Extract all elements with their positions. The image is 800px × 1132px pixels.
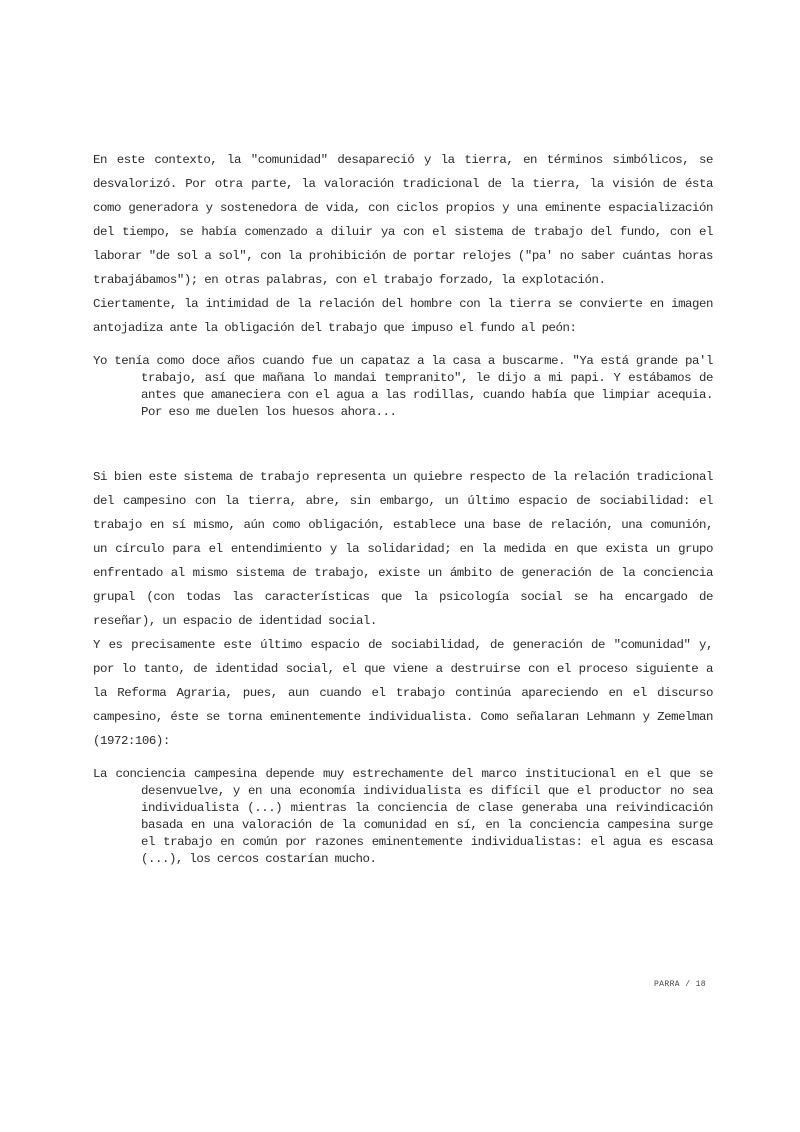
block-quote: La conciencia campesina depende muy estrechamente del marco institucional en el que se desenvuelve, y en una economía individualista es difícil que el productor no sea individualista (...) mientras la conciencia de clase generaba una reivindicación basada en una valoración de la comunidad en sí, en la conciencia campesina surge el trabajo en común por razones eminentemente individualistas: el agua es escasa (...), los cercos costarían mucho. [93,767,713,866]
paragraph: Si bien este sistema de trabajo representa un quiebre respecto de la relación tradicional del campesino con la tierra, abre, sin embargo, un último espacio de sociabilidad: el trabajo en sí mismo, aún como obligación, establece una base de relación, una comunión, un círculo para el entendimiento y la solidaridad; en la medida en que exista un grupo enfrentado al mismo sistema de trabajo, existe un ámbito de generación de la conciencia grupal (con todas las características que la psicología social se ha encargado de reseñar), un espacio de identidad social. [93,470,713,628]
paragraph: Ciertamente, la intimidad de la relación del hombre con la tierra se convierte en imagen antojadiza ante la obligación del trabajo que impuso el fundo al peón: [93,297,713,335]
paragraph: En este contexto, la "comunidad" desapareció y la tierra, en términos simbólicos, se desvalorizó. Por otra parte, la valoración tradicional de la tierra, la visión de ésta como generadora y sostenedora de vida, con ciclos propios y una eminente espacialización del tiempo, se había comenzado a diluir ya con el sistema de trabajo del fundo, con el laborar "de sol a sol", con la prohibición de portar relojes ("pa' no saber cuántas horas trabajábamos"); en otras palabras, con el trabajo forzado, la explotación. [93,153,713,287]
block-quote: Yo tenía como doce años cuando fue un capataz a la casa a buscarme. "Ya está grande pa'l trabajo, así que mañana lo mandai tempranito", le dijo a mi papi. Y estábamos de antes que amaneciera con el agua a las rodillas, cuando había que limpiar acequia. Por eso me duelen los huesos ahora... [93,354,713,419]
page-footer: PARRA / 18 [653,980,706,989]
document-body [93,148,713,868]
paragraph: Y es precisamente este último espacio de sociabilidad, de generación de "comunidad" y, por lo tanto, de identidad social, el que viene a destruirse con el proceso siguiente a la Reforma Agraria, pues, aun cuando el trabajo continúa apareciendo en el discurso campesino, éste se torna eminentemente individualista. Como señalaran Lehmann y Zemelman (1972:106): [93,638,713,748]
